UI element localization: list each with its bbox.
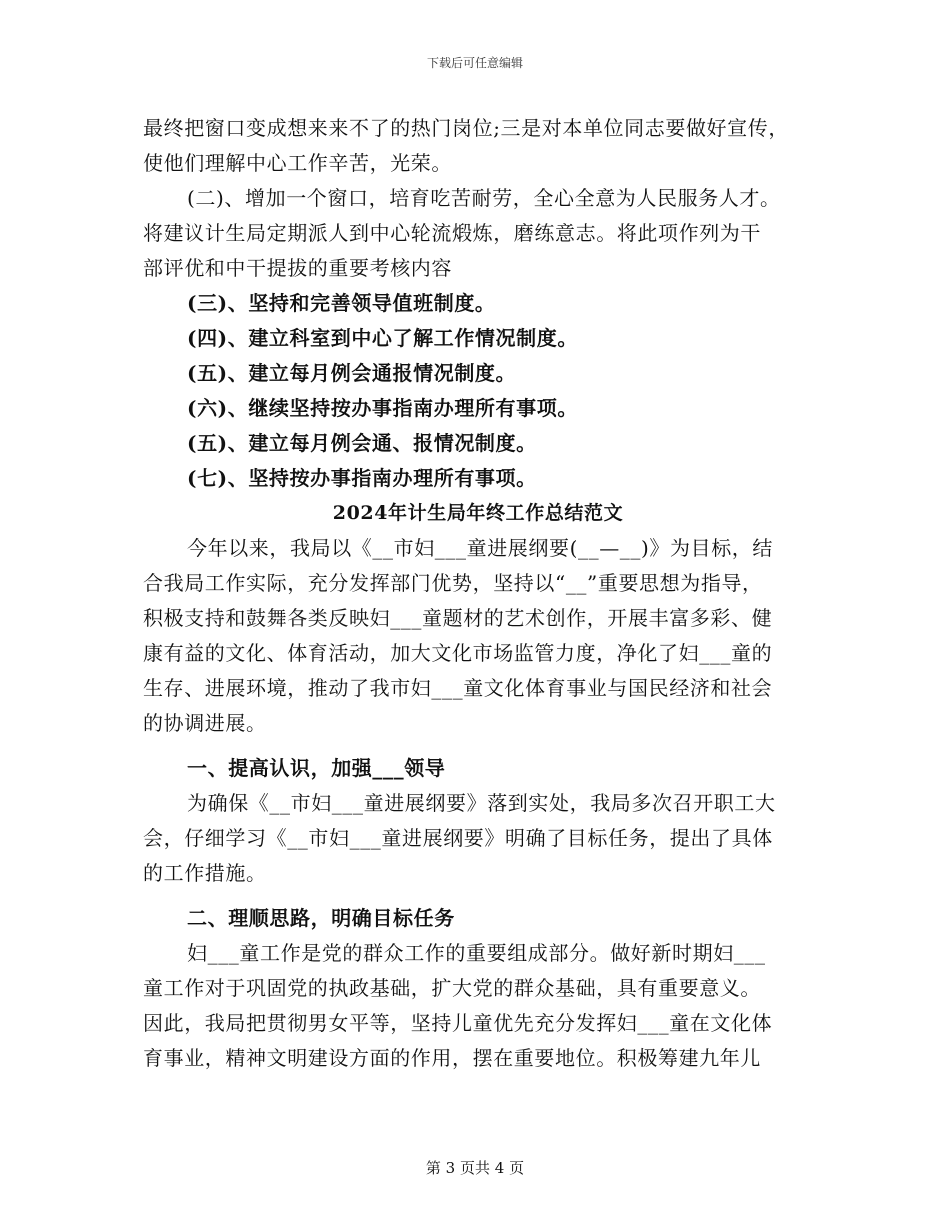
section-title: 2024年计生局年终工作总结范文 bbox=[332, 502, 624, 524]
text-line: 妇___童工作是党的群众工作的重要组成部分。做好新时期妇___ bbox=[187, 941, 766, 965]
text-line: 童工作对于巩固党的执政基础，扩大党的群众基础，具有重要意义。 bbox=[143, 976, 761, 1000]
heading-two: 二、理顺思路，明确目标任务 bbox=[187, 906, 455, 930]
list-item: (四)、建立科室到中心了解工作情况制度。 bbox=[187, 326, 578, 350]
text-line: 的协调进展。 bbox=[143, 711, 267, 735]
text-line: 育事业，精神文明建设方面的作用，摆在重要地位。积极筹建九年儿 bbox=[143, 1046, 761, 1070]
text-line: 的工作措施。 bbox=[143, 861, 267, 885]
text-line: 最终把窗口变成想来来不了的热门岗位;三是对本单位同志要做好宣传， bbox=[143, 116, 789, 140]
list-item: (五)、建立每月例会通报情况制度。 bbox=[187, 361, 517, 385]
text-line: 今年以来，我局以《__市妇___童进展纲要(__—__)》为目标，结 bbox=[187, 536, 774, 560]
text-line: 会，仔细学习《__市妇___童进展纲要》明确了目标任务，提出了具体 bbox=[143, 826, 773, 850]
text-line: 使他们理解中心工作辛苦，光荣。 bbox=[143, 151, 452, 175]
text-line: 康有益的文化、体育活动，加大文化市场监管力度，净化了妇___童的 bbox=[143, 641, 773, 665]
text-line: (二)、增加一个窗口，培育吃苦耐劳，全心全意为人民服务人才。 bbox=[187, 186, 781, 210]
text-line: 因此，我局把贯彻男女平等，坚持儿童优先充分发挥妇___童在文化体 bbox=[143, 1011, 773, 1035]
text-line: 合我局工作实际，充分发挥部门优势，坚持以“__”重要思想为指导， bbox=[143, 571, 763, 595]
heading-one: 一、提高认识，加强___领导 bbox=[187, 756, 446, 780]
list-item: (五)、建立每月例会通、报情况制度。 bbox=[187, 431, 537, 455]
text-line: 为确保《__市妇___童进展纲要》落到实处，我局多次召开职工大 bbox=[187, 791, 776, 815]
list-item: (三)、坚持和完善领导值班制度。 bbox=[187, 291, 496, 315]
page-header: 下载后可任意编辑 bbox=[426, 56, 523, 70]
text-line: 积极支持和鼓舞各类反映妇___童题材的艺术创作，开展丰富多彩、健 bbox=[143, 606, 773, 630]
text-line: 部评优和中干提拔的重要考核内容 bbox=[143, 256, 452, 280]
page-footer: 第 3 页共 4 页 bbox=[425, 1159, 525, 1177]
text-line: 将建议计生局定期派人到中心轮流煅炼，磨练意志。将此项作列为干 bbox=[143, 221, 761, 245]
document-body bbox=[143, 111, 813, 1076]
list-item: (六)、继续坚持按办事指南办理所有事项。 bbox=[187, 396, 578, 420]
text-line: 生存、进展环境，推动了我市妇___童文化体育事业与国民经济和社会 bbox=[143, 676, 773, 700]
list-item: (七)、坚持按办事指南办理所有事项。 bbox=[187, 466, 537, 490]
